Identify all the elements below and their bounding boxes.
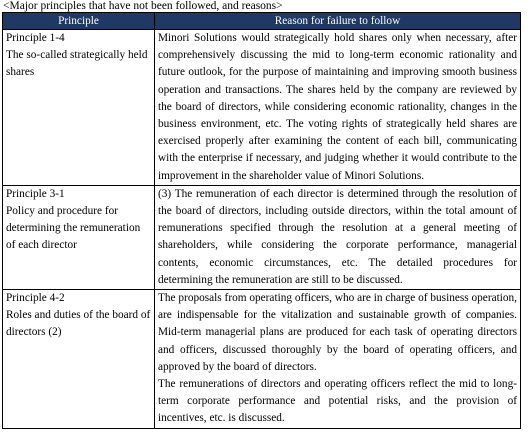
reason-cell <box>155 185 521 289</box>
principles-table <box>2 12 521 429</box>
table-row <box>3 30 521 186</box>
reason-paragraph: The proposals from operating officers, who are in charge of business operation, are indispensable for the vitalization and sustainable growth of companies. Mid-term managerial plans are produced for each task of operating directors and officers, discussed thoroughly by the board of operating officers, and approved by the board of directors. <box>158 292 517 373</box>
principle-cell <box>3 185 155 289</box>
reason-cell <box>155 290 521 429</box>
reason-cell <box>155 30 521 186</box>
principle-id: Principle 1-4 <box>6 32 65 44</box>
principle-cell <box>3 290 155 429</box>
table-row <box>3 290 521 429</box>
principle-title: Policy and procedure for determining the remuneration of each director <box>6 205 141 252</box>
table-row <box>3 185 521 289</box>
column-header-principle: Principle <box>3 13 155 30</box>
reason-paragraph: (3) The remuneration of each director is determined through the resolution of the board of directors, including outside directors, within the total amount of remunerations specified through the resolution at a general meeting of shareholders, while considering the corporate performance, managerial contents, economic circumstances, etc. The detailed procedures for determining the remuneration are still to be discussed. <box>158 187 517 286</box>
reason-paragraph: The remunerations of directors and operating officers reflect the mid to long-term corporate performance and potential risks, and the provision of incentives, etc. is discussed. <box>158 378 517 425</box>
principle-title: Roles and duties of the board of directors (2) <box>6 309 151 339</box>
principle-id: Principle 3-1 <box>6 187 65 200</box>
table-header-row <box>3 13 521 30</box>
principle-title: The so-called strategically held shares <box>6 49 148 79</box>
principle-id: Principle 4-2 <box>6 292 65 305</box>
reason-paragraph: Minori Solutions would strategically hold shares only when necessary, after comprehensively discussing the mid to long-term economic rationality and future outlook, for the purpose of maintaining and improving smooth business operation and transactions. The shares held by the company are reviewed by the board of directors, while considering economic rationality, changes in the business environment, etc. The voting rights of strategically held shares are exercised properly after examining the content of each bill, communicating with the enterprise if necessary, and judging whether it would contribute to the improvement in the shareholder value of Minori Solutions. <box>158 32 517 182</box>
table-caption: <Major principles that have not been followed, and reasons> <box>3 0 283 12</box>
column-header-reason: Reason for failure to follow <box>155 13 521 30</box>
principle-cell <box>3 30 155 186</box>
